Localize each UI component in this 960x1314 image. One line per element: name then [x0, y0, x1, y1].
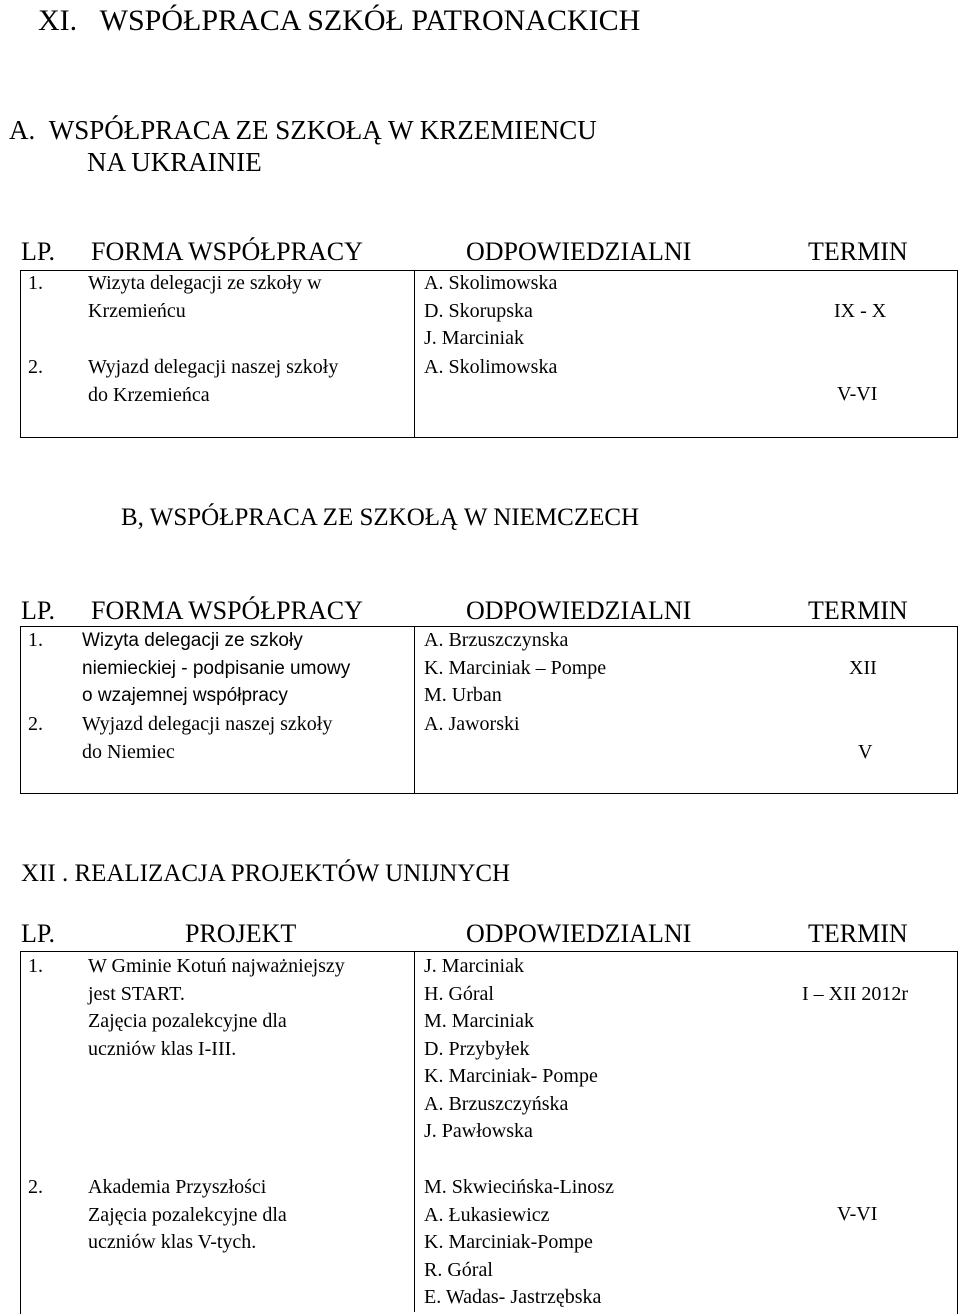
table-a-header-lp: LP.	[21, 237, 55, 266]
row-odpowiedzialni: A. Jaworski	[424, 713, 520, 735]
row-termin: V-VI	[837, 1203, 878, 1225]
row-lp: 1.	[28, 955, 43, 977]
table-c-header-odpowiedzialni: ODPOWIEDZIALNI	[466, 919, 692, 948]
table-c-header-termin: TERMIN	[808, 919, 908, 948]
row-forma: Wizyta delegacji ze szkoły niemieckiej - podpisanie umowy o wzajemnej współpracy	[82, 630, 351, 706]
row-termin: V	[858, 741, 873, 763]
row-projekt: W Gminie Kotuń najważniejszy jest START. Zajęcia pozalekcyjne dla uczniów klas I-III.	[88, 955, 345, 1060]
row-odpowiedzialni: A. Brzuszczynska K. Marciniak – Pompe M. Urban	[424, 629, 607, 706]
row-odpowiedzialni: J. Marciniak H. Góral M. Marciniak D. Przybyłek K. Marciniak- Pompe A. Brzuszczyńska J. Pawłowska	[424, 955, 598, 1142]
section-b-title: B, WSPÓŁPRACA ZE SZKOŁĄ W NIEMCZECH	[121, 504, 640, 531]
table-c-header-projekt: PROJEKT	[185, 919, 297, 948]
row-termin: I – XII 2012r	[802, 983, 909, 1005]
section-xi-title: XI. WSPÓŁPRACA SZKÓŁ PATRONACKICH	[38, 4, 641, 37]
row-termin: V-VI	[837, 383, 878, 405]
row-termin: XII	[849, 657, 877, 679]
row-forma: Wizyta delegacji ze szkoły w Krzemieńcu	[88, 272, 322, 322]
table-c-divider	[414, 951, 415, 1312]
table-c-header-lp: LP.	[21, 919, 55, 948]
row-lp: 1.	[28, 272, 43, 294]
row-odpowiedzialni: A. Skolimowska	[424, 356, 558, 378]
row-odpowiedzialni: M. Skwiecińska-Linosz A. Łukasiewicz K. Marciniak-Pompe R. Góral E. Wadas- Jastrzębska	[424, 1176, 614, 1308]
row-forma: Wyjazd delegacji naszej szkoły do Niemiec	[82, 713, 333, 763]
row-odpowiedzialni: A. Skolimowska D. Skorupska J. Marciniak	[424, 272, 558, 349]
table-a-header-odpowiedzialni: ODPOWIEDZIALNI	[466, 237, 692, 266]
row-termin: IX - X	[834, 300, 887, 322]
table-a-header-forma: FORMA WSPÓŁPRACY	[91, 237, 363, 266]
table-b-header-lp: LP.	[21, 596, 55, 625]
table-b-divider	[414, 626, 415, 794]
section-a-title: A. WSPÓŁPRACA ZE SZKOŁĄ W KRZEMIENCU	[9, 115, 597, 145]
table-a-header-termin: TERMIN	[808, 237, 908, 266]
table-b-header-forma: FORMA WSPÓŁPRACY	[91, 596, 363, 625]
table-a-divider	[414, 270, 415, 438]
row-lp: 2.	[28, 713, 43, 735]
section-xii-title: XII . REALIZACJA PROJEKTÓW UNIJNYCH	[21, 860, 511, 887]
row-forma: Wyjazd delegacji naszej szkoły do Krzemieńca	[88, 356, 339, 406]
section-a-title-line2: NA UKRAINIE	[87, 147, 262, 177]
table-b-header-odpowiedzialni: ODPOWIEDZIALNI	[466, 596, 692, 625]
row-projekt: Akademia Przyszłości Zajęcia pozalekcyjne dla uczniów klas V-tych.	[88, 1176, 287, 1253]
row-lp: 2.	[28, 1176, 43, 1198]
row-lp: 1.	[28, 629, 43, 651]
row-lp: 2.	[28, 356, 43, 378]
table-b-header-termin: TERMIN	[808, 596, 908, 625]
